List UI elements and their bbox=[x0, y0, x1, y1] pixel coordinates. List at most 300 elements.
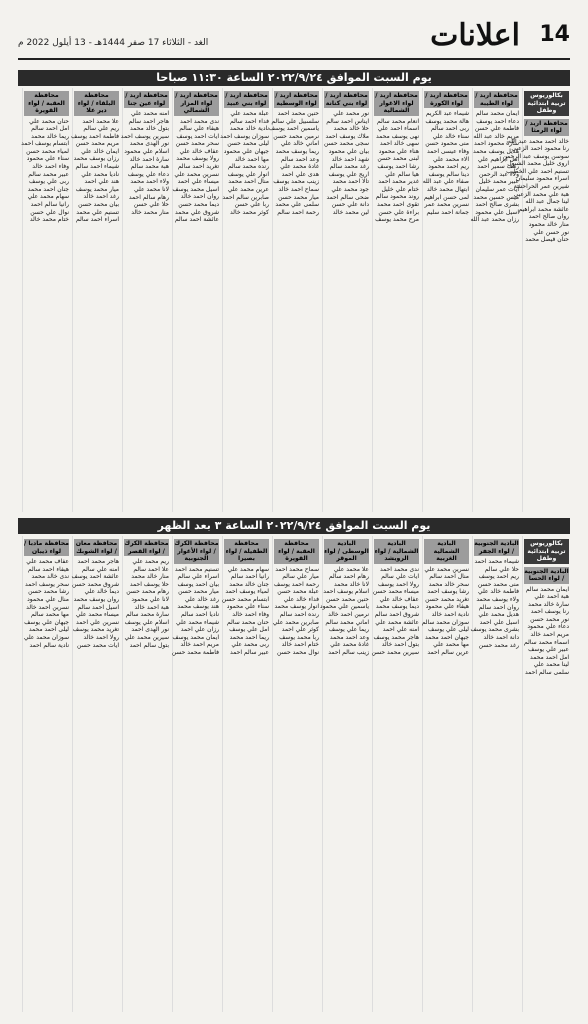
candidate-name: نور الهدى محمد bbox=[129, 140, 169, 148]
candidate-name: ايمان محمد يوسف bbox=[172, 633, 219, 641]
candidate-name: ايات علي سالم bbox=[381, 573, 419, 581]
candidate-name: رولا يوسف محمد bbox=[176, 155, 219, 163]
candidate-name: هديل يوسف محمد bbox=[472, 147, 519, 155]
candidate-name: شيرين عمر الحراحشة bbox=[513, 183, 569, 191]
candidate-name: كوثر محمد خالد bbox=[230, 208, 269, 216]
candidate-name: تقوى احمد محمد bbox=[376, 201, 419, 209]
candidate-name: اسراء احمد سالم bbox=[76, 216, 119, 224]
candidate-name: لين محمد خالد bbox=[332, 208, 369, 216]
candidate-name: ختام علي خليل bbox=[381, 185, 419, 193]
candidate-name: ايمان محمد سالم bbox=[525, 585, 569, 593]
candidate-name: بتول سالم احمد bbox=[129, 641, 169, 649]
district-heading: محافظة الكرك / لواء الأغوار الجنوبية bbox=[174, 540, 219, 562]
candidate-name: دانة احمد خالد bbox=[483, 633, 519, 641]
candidate-name: ريما علي يوسف bbox=[328, 626, 369, 634]
candidate-name: سلسبيل علي سالم bbox=[271, 117, 319, 125]
district-heading: محافظة اربد / لواء الوسطية bbox=[275, 92, 318, 107]
candidate-name: خالد احمد محمد عبد الله bbox=[507, 137, 569, 145]
candidate-name: عرين سالم احمد bbox=[427, 649, 469, 657]
candidate-name: ايات احمد يوسف bbox=[176, 132, 219, 140]
district-heading: محافظة اربد / لواء الرمثا bbox=[525, 119, 568, 134]
candidate-name: ايمان خالد علي bbox=[81, 147, 119, 155]
candidate-name: اسراء محمود سليمان bbox=[515, 175, 569, 183]
district-heading: محافظة العقبة / لواء القويرة bbox=[274, 539, 319, 564]
candidate-name: اسيل احمد سالم bbox=[77, 603, 119, 611]
candidate-name: حنين محمد احمد bbox=[277, 110, 319, 117]
candidate-name: ندى خالد محمد bbox=[31, 573, 69, 581]
candidate-name: سحر خالد محمد bbox=[428, 580, 469, 588]
candidate-name: امل علي يوسف bbox=[229, 626, 269, 634]
candidate-name: بيان علي محمود bbox=[328, 147, 369, 155]
candidate-name: هيا سالم علي bbox=[385, 170, 419, 178]
candidate-name: رغد احمد خالد bbox=[83, 193, 119, 201]
candidate-name: امل ابراهيم علي bbox=[477, 155, 519, 163]
candidate-name: جمانة احمد سليم bbox=[426, 208, 469, 216]
candidate-name: رنده احمد سالم bbox=[279, 611, 319, 619]
candidate-name: اسيل محمد يوسف bbox=[172, 185, 219, 193]
candidate-name: ميساء محمد حسن bbox=[372, 588, 419, 596]
candidate-name: ايمان محمد سالم bbox=[475, 110, 519, 117]
candidate-name: هيفاء احمد سالم bbox=[27, 565, 69, 573]
candidate-name: تسنيم محمد احمد bbox=[174, 565, 219, 573]
announcement-column bbox=[372, 88, 420, 512]
candidate-name: اماني خالد علي bbox=[280, 140, 319, 148]
candidate-name: حنان محمد سالم bbox=[227, 618, 269, 626]
candidate-name: مها محمد علي bbox=[433, 641, 469, 649]
candidate-name: رزان علي احمد bbox=[180, 626, 219, 634]
candidate-name: فداء خالد علي bbox=[283, 595, 319, 603]
candidate-name: عائشة احمد سالم bbox=[174, 216, 219, 224]
candidate-name: منى محمود حسن bbox=[425, 140, 469, 148]
candidate-name: ميار محمد حسن bbox=[178, 588, 219, 596]
candidate-name: عبير علي يوسف bbox=[528, 646, 569, 654]
candidate-name: ابتسام يوسف احمد bbox=[21, 140, 69, 148]
candidate-name: هناء علي محمود bbox=[378, 147, 419, 155]
candidate-name: آيات عمر سليمان bbox=[475, 185, 519, 193]
district-heading: محافظة اربد / لواء الاغوار الشمالية bbox=[375, 92, 418, 114]
candidate-name: ابتهال محمد خالد bbox=[426, 185, 469, 193]
candidate-name: نرمين محمد حسن bbox=[273, 132, 319, 140]
candidate-name: لانا علي محمود bbox=[131, 595, 169, 603]
candidate-name: رنا محمود احمد الزعبي bbox=[511, 145, 569, 153]
candidate-name: حنان فيصل محمد bbox=[525, 236, 569, 244]
announcement-column bbox=[222, 536, 270, 1012]
district-heading: البادية الجنوبية / لواء الجفر bbox=[474, 540, 519, 555]
candidate-name: عبير محمد خليل bbox=[478, 178, 519, 186]
candidate-name: نوال محمد حسن bbox=[277, 649, 319, 657]
candidate-name: هاجر احمد سالم bbox=[128, 117, 169, 125]
candidate-name: ريم علي سالم bbox=[83, 125, 119, 133]
candidate-name: عبير محمد سالم bbox=[28, 170, 69, 178]
candidate-name: ريما احمد محمد bbox=[229, 633, 269, 641]
dateline: الغد - الثلاثاء 17 صفر 1444هـ - 13 أيلول 2022 م bbox=[18, 38, 209, 48]
candidate-name: سهى خالد احمد bbox=[379, 140, 419, 148]
candidate-name: نسرين محمد علي bbox=[424, 565, 469, 573]
candidate-name: وفاء احمد خالد bbox=[32, 163, 69, 171]
candidate-name: سيرين محمد حسن bbox=[371, 649, 419, 657]
candidate-name: بشرى محمد يوسف bbox=[470, 626, 519, 634]
candidate-name: صابرين محمد علي bbox=[272, 618, 319, 626]
candidate-name: علا محمد علي bbox=[333, 565, 369, 573]
candidate-name: هند علي احمد bbox=[84, 178, 119, 186]
candidate-name: هاجر محمد يوسف bbox=[373, 633, 419, 641]
candidate-name: دعاء علي يوسف bbox=[127, 170, 169, 178]
candidate-name: تغريد محمد حسن bbox=[425, 595, 469, 603]
candidate-name: ريم احمد محمود bbox=[428, 163, 469, 171]
announcement-column bbox=[319, 536, 370, 1012]
district-heading: محافظة معان / لواء الشوبك bbox=[75, 540, 118, 555]
candidate-name: بيان محمد حسن bbox=[78, 201, 119, 209]
announcement-section-morning bbox=[18, 88, 570, 512]
candidate-name: ليلى علي يوسف bbox=[427, 626, 469, 634]
candidate-name: رغد خالد علي bbox=[184, 595, 219, 603]
candidate-name: ناديا احمد سالم bbox=[180, 611, 219, 619]
candidate-name: سجى محمد حسن bbox=[323, 140, 369, 148]
district-heading: بكالوريوس تربية ابتدائية وطفل bbox=[524, 539, 569, 564]
candidate-name: نسرين علي احمد bbox=[76, 618, 119, 626]
announcement-column bbox=[172, 88, 220, 512]
candidate-name: ريما يوسف محمد bbox=[275, 147, 319, 155]
candidate-name: هيفاء علي محمود bbox=[425, 603, 469, 611]
candidate-name: كوثر علي احمد bbox=[281, 626, 319, 634]
district-heading: البادية الجنوبية / لواء الحسا bbox=[524, 567, 569, 582]
candidate-name: ياسمين علي محمود bbox=[319, 603, 369, 611]
page-header bbox=[18, 20, 570, 60]
candidate-name: ندى محمد احمد bbox=[379, 565, 419, 573]
announcement-column bbox=[72, 88, 120, 512]
candidate-name: رانيا احمد سالم bbox=[230, 573, 269, 581]
candidate-name: اسماء محمد سالم bbox=[523, 638, 569, 646]
candidate-name: تسنيم احمد علي الخطيب bbox=[506, 167, 569, 175]
candidate-name: نادية خالد محمد bbox=[229, 125, 269, 133]
candidate-name: لينا جمال عبد الله bbox=[525, 198, 569, 206]
candidate-name: ندى محمد احمد bbox=[179, 117, 219, 125]
candidate-name: سناء علي محمود bbox=[226, 603, 269, 611]
candidate-name: انعام محمد سالم bbox=[377, 117, 419, 125]
candidate-name: رزان يوسف محمد bbox=[73, 155, 119, 163]
candidate-name: عبير سالم احمد bbox=[230, 649, 269, 657]
candidate-name: ربى محمد علي bbox=[231, 641, 269, 649]
announcement-section-afternoon bbox=[18, 536, 570, 1012]
district-heading: محافظة اربد / لواء الكورة bbox=[425, 92, 468, 107]
candidate-name: بيان احمد يوسف bbox=[177, 580, 219, 588]
candidate-name: وعد احمد سالم bbox=[280, 155, 319, 163]
candidate-name: حنين محمد حسن bbox=[325, 595, 369, 603]
candidate-name: رغد محمد سالم bbox=[329, 163, 369, 171]
candidate-name: شيماء محمد احمد bbox=[474, 558, 519, 565]
candidate-name: هبة محمد سالم bbox=[130, 163, 169, 171]
candidate-name: ياسمين احمد يوسف bbox=[268, 125, 319, 133]
candidate-name: لينا محمد علي bbox=[533, 661, 569, 669]
announcement-column bbox=[472, 536, 520, 1012]
candidate-name: نور الهدى احمد bbox=[131, 626, 169, 634]
candidate-name: ربا علي حسن bbox=[234, 201, 269, 209]
candidate-name: اسلام علي يوسف bbox=[124, 618, 169, 626]
candidate-name: رشا محمد حسن bbox=[28, 588, 69, 596]
candidate-name: فاطمة خالد علي bbox=[477, 588, 519, 596]
candidate-name: لمياء محمد حسن bbox=[26, 147, 69, 155]
candidate-name: جيهان احمد محمد bbox=[424, 633, 469, 641]
announcement-column bbox=[502, 88, 570, 512]
candidate-name: غدير محمد احمد bbox=[378, 178, 419, 186]
candidate-name: نهى يوسف محمد bbox=[376, 132, 419, 140]
candidate-name: روان يوسف محمد bbox=[73, 595, 119, 603]
candidate-name: اريج علي يوسف bbox=[328, 170, 369, 178]
candidate-name: انوار يوسف محمد bbox=[274, 603, 319, 611]
candidate-name: تالا احمد محمد bbox=[332, 178, 369, 186]
candidate-name: جود محمد علي bbox=[331, 185, 369, 193]
candidate-name: وفاء عيسى احمد bbox=[427, 147, 469, 155]
candidate-name: وعد احمد محمد bbox=[329, 633, 369, 641]
candidate-name: نور محمد حسن bbox=[530, 615, 569, 623]
candidate-name: مريم احمد خالد bbox=[530, 631, 569, 639]
candidate-name: رنده محمد سالم bbox=[227, 163, 269, 171]
announcement-column bbox=[422, 536, 470, 1012]
candidate-name: ليلى محمد حسن bbox=[227, 140, 269, 148]
candidate-name: انوار علي يوسف bbox=[227, 170, 269, 178]
candidate-name: هالة محمد يوسف bbox=[425, 117, 469, 125]
announcement-column bbox=[122, 88, 170, 512]
candidate-name: سلمى سالم احمد bbox=[525, 669, 569, 677]
candidate-name: ميساء محمد علي bbox=[75, 611, 119, 619]
district-heading: محافظة البلقاء / لواء دير علا bbox=[74, 91, 119, 116]
candidate-name: رهام محمد حسن bbox=[126, 588, 169, 596]
candidate-name: نور محمد علي bbox=[333, 110, 369, 117]
candidate-name: اسيل علي محمود bbox=[475, 208, 519, 216]
candidate-name: جنان خالد محمد bbox=[229, 580, 269, 588]
candidate-name: ميار محمد يوسف bbox=[75, 185, 119, 193]
candidate-name: مرح محمد يوسف bbox=[375, 216, 419, 224]
candidate-name: دعاء علي محمود bbox=[527, 623, 569, 631]
candidate-name: رولا احمد يوسف bbox=[377, 580, 419, 588]
candidate-name: عفاف خالد علي bbox=[179, 147, 219, 155]
candidate-name: سوسن يوسف عبد الرحمن bbox=[502, 152, 569, 160]
candidate-name: نسرين احمد خالد bbox=[26, 603, 69, 611]
candidate-name: عبلة محمد حسن bbox=[277, 588, 319, 596]
candidate-name: شهد احمد خالد bbox=[331, 155, 369, 163]
candidate-name: نسرين محمد عمر bbox=[424, 201, 469, 209]
candidate-name: ديما يوسف محمد bbox=[375, 603, 419, 611]
candidate-name: الاء محمد علي bbox=[433, 155, 469, 163]
candidate-name: ديما محمد حسن bbox=[178, 201, 219, 209]
candidate-name: لمياء يوسف احمد bbox=[225, 588, 269, 596]
candidate-name: هبة علي محمد الزعبي bbox=[513, 190, 569, 198]
candidate-name: صابرين سالم احمد bbox=[222, 193, 269, 201]
candidate-name: سوزان محمد سالم bbox=[421, 618, 469, 626]
candidate-name: سحر يوسف احمد bbox=[24, 580, 69, 588]
candidate-name: ايات محمد حسن bbox=[77, 641, 119, 649]
announcement-column bbox=[422, 88, 470, 512]
candidate-name: نادية سالم احمد bbox=[29, 641, 69, 649]
candidate-name: امنه محمد علي bbox=[131, 110, 169, 117]
candidate-name: ختام احمد خالد bbox=[281, 641, 319, 649]
candidate-name: اسماء احمد علي bbox=[377, 125, 419, 133]
candidate-name: هيفاء علي سالم bbox=[179, 125, 219, 133]
district-heading: البادية الشمالية الغربية bbox=[424, 539, 469, 564]
district-heading: محافظة الكرك / لواء القصر bbox=[124, 540, 169, 555]
candidate-name: غادة محمد علي bbox=[330, 641, 369, 649]
candidate-name: روند محمود سالم bbox=[375, 193, 419, 201]
candidate-name: شيماء احمد سالم bbox=[75, 163, 119, 171]
candidate-name: منال احمد سالم bbox=[429, 573, 469, 581]
candidate-name: رزان محمد عبد الله bbox=[470, 216, 519, 224]
district-heading: محافظة اربد / لواء الطيبة bbox=[475, 92, 518, 107]
candidate-name: سارة احمد خالد bbox=[129, 155, 169, 163]
candidate-name: امل احمد محمد bbox=[530, 653, 569, 661]
candidate-name: ناديا محمد علي bbox=[81, 170, 119, 178]
candidate-name: بتول احمد خالد bbox=[381, 641, 419, 649]
announcement-column bbox=[22, 536, 70, 1012]
candidate-name: ميس حسين محمد bbox=[473, 193, 519, 201]
candidate-name: هدى علي احمد bbox=[281, 170, 319, 178]
candidate-name: رشا يوسف احمد bbox=[427, 588, 469, 596]
candidate-name: غادة محمد علي bbox=[280, 163, 319, 171]
candidate-name: منال احمد محمد bbox=[228, 178, 269, 186]
candidate-name: سماح احمد خالد bbox=[278, 185, 319, 193]
candidate-name: فداء احمد سالم bbox=[230, 117, 269, 125]
candidate-name: سهام محمد علي bbox=[227, 565, 269, 573]
session-banner-afternoon: يوم السبت الموافق ٢٠٢٢/٩/٢٤ الساعة ٣ بعد الظهر bbox=[18, 518, 570, 534]
candidate-name: فاطمة محمد حسن bbox=[171, 649, 219, 657]
candidate-name: رشا احمد يوسف bbox=[377, 163, 419, 171]
candidate-name: رحمة احمد سالم bbox=[277, 208, 319, 216]
district-heading: بكالوريوس تربية ابتدائية وطفل bbox=[524, 91, 569, 116]
candidate-name: مريم خالد عبد الله bbox=[473, 132, 519, 140]
candidate-name: هديل محمد علي bbox=[478, 611, 519, 619]
candidate-name: تغريد محمد يوسف bbox=[72, 626, 119, 634]
announcement-column bbox=[272, 536, 320, 1012]
candidate-name: دينا سالم يوسف bbox=[428, 170, 469, 178]
candidate-name: عفاف خالد علي bbox=[379, 595, 419, 603]
candidate-name: هاجر محمد احمد bbox=[77, 558, 119, 565]
candidate-name: دعاء احمد يوسف bbox=[476, 117, 519, 125]
candidate-name: صفاء علي عبد الله bbox=[422, 178, 469, 186]
candidate-name: شروق احمد سالم bbox=[374, 611, 419, 619]
candidate-name: ختام محمد خالد bbox=[29, 216, 69, 224]
candidate-name: ربا محمد يوسف bbox=[279, 633, 319, 641]
candidate-name: ريم احمد يوسف bbox=[478, 573, 519, 581]
candidate-name: فاطمة علي حسن bbox=[474, 125, 519, 133]
candidate-name: سيرين محمد علي bbox=[124, 633, 169, 641]
candidate-name: اروى خليل محمد الشبول bbox=[507, 160, 569, 168]
candidate-name: ملاك يوسف احمد bbox=[325, 132, 369, 140]
announcement-column bbox=[172, 536, 220, 1012]
announcement-column bbox=[372, 536, 420, 1012]
candidate-name: منار محمد خالد bbox=[131, 208, 169, 216]
candidate-name: جيهان علي محمود bbox=[223, 147, 269, 155]
candidate-name: اسلام يوسف احمد bbox=[323, 588, 369, 596]
candidate-name: تغريد احمد سالم bbox=[177, 163, 219, 171]
candidate-name: رغد محمد حسن bbox=[478, 641, 519, 649]
candidate-name: رهام احمد سالم bbox=[328, 573, 369, 581]
candidate-name: منار خالد محمود bbox=[528, 221, 569, 229]
candidate-name: عائشة محمد ابراهيم bbox=[518, 205, 569, 213]
candidate-name: زينب سالم احمد bbox=[328, 649, 369, 657]
candidate-name: سوزان محمد علي bbox=[23, 633, 69, 641]
candidate-name: سناء خالد علي bbox=[432, 132, 469, 140]
candidate-name: ميار محمد حسن bbox=[278, 193, 319, 201]
candidate-name: ولاء احمد محمد bbox=[130, 178, 169, 186]
candidate-name: عبلة محمد علي bbox=[230, 110, 269, 117]
candidate-name: رنا يوسف احمد bbox=[530, 608, 569, 616]
candidate-name: سلمى علي محمد bbox=[275, 201, 319, 209]
candidate-name: رهام سالم احمد bbox=[128, 193, 169, 201]
announcement-column bbox=[268, 88, 320, 512]
candidate-name: اسلام علي محمود bbox=[124, 147, 169, 155]
candidate-name: امنه علي احمد bbox=[382, 626, 419, 634]
district-heading: محافظة اربد / لواء بني كنانة bbox=[325, 92, 368, 107]
candidate-name: حنان محمد علي bbox=[29, 117, 69, 125]
district-heading: محافظة اربد / لواء عين جنا bbox=[125, 92, 168, 107]
announcement-column bbox=[22, 88, 70, 512]
candidate-name: شيماء عبد الكريم bbox=[425, 110, 469, 117]
candidate-name: وفاء احمد خالد bbox=[232, 611, 269, 619]
candidate-name: سيرين يوسف احمد bbox=[120, 132, 169, 140]
candidate-name: جنان احمد محمد bbox=[27, 185, 69, 193]
candidate-name: حلا علي حسن bbox=[133, 201, 169, 209]
candidate-name: شروق محمد حسن bbox=[71, 580, 119, 588]
announcement-column bbox=[322, 88, 370, 512]
candidate-name: روان صالح احمد bbox=[528, 213, 569, 221]
candidate-name: سهام محمد علي bbox=[27, 193, 69, 201]
candidate-name: حلا علي سالم bbox=[484, 565, 519, 573]
candidate-name: بتول خالد محمد bbox=[130, 125, 169, 133]
candidate-name: عفاف محمد علي bbox=[26, 558, 69, 565]
candidate-name: براءة علي حسن bbox=[378, 208, 419, 216]
announcement-column bbox=[72, 536, 120, 1012]
candidate-name: لبنى محمد حسن bbox=[377, 155, 419, 163]
candidate-name: ضحى سالم احمد bbox=[326, 193, 369, 201]
candidate-name: روان احمد خالد bbox=[180, 193, 219, 201]
candidate-name: شروق علي محمد bbox=[175, 208, 219, 216]
candidate-name: عرين محمد علي bbox=[227, 185, 269, 193]
candidate-name: ابتسام محمد حسن bbox=[221, 595, 269, 603]
candidate-name: هند يوسف محمد bbox=[177, 603, 219, 611]
candidate-name: حلا يوسف احمد bbox=[129, 580, 169, 588]
district-heading: محافظة مادبا / لواء ذيبان bbox=[24, 540, 69, 555]
candidate-name: امنه علي سالم bbox=[82, 565, 119, 573]
candidate-name: سناء علي محمود bbox=[26, 155, 69, 163]
candidate-name: سارة محمد سالم bbox=[125, 611, 169, 619]
session-banner-morning: يوم السبت الموافق ٢٠٢٢/٩/٢٤ الساعة ١١:٣٠ صباحا bbox=[18, 70, 570, 86]
candidate-name: زينب محمد يوسف bbox=[273, 178, 319, 186]
candidate-name: هبة احمد علي bbox=[534, 593, 569, 601]
candidate-name: ميساء علي احمد bbox=[177, 178, 219, 186]
candidate-name: عائشة احمد يوسف bbox=[71, 573, 119, 581]
candidate-name: بشرى صالح احمد bbox=[475, 201, 519, 209]
candidate-name: ربى احمد سالم bbox=[430, 125, 469, 133]
candidate-name: ميار علي سالم bbox=[282, 573, 319, 581]
candidate-name: روان احمد سالم bbox=[478, 603, 519, 611]
candidate-name: ليلى احمد محمد bbox=[28, 626, 69, 634]
announcement-column bbox=[222, 88, 270, 512]
candidate-name: شيماء محمد علي bbox=[175, 618, 219, 626]
candidate-name: سوزان يوسف احمد bbox=[220, 132, 269, 140]
candidate-name: حلا خالد محمد bbox=[333, 125, 369, 133]
candidate-name: مريم محمد حسن bbox=[75, 140, 119, 148]
candidate-name: لمى حسن ابراهيم bbox=[423, 193, 469, 201]
candidate-name: اسراء علي سالم bbox=[177, 573, 219, 581]
district-heading: محافظة اربد / لواء بني عبيد bbox=[225, 92, 268, 107]
district-heading: البادية الشمالية / لواء الرويشد bbox=[374, 540, 419, 562]
candidate-name: ولاء يوسف محمد bbox=[476, 595, 519, 603]
candidate-name: عائشة محمد علي bbox=[375, 618, 419, 626]
candidate-name: نوال علي حسن bbox=[30, 208, 69, 216]
candidate-name: علا احمد سالم bbox=[133, 565, 169, 573]
candidate-name: منار خالد محمد bbox=[131, 573, 169, 581]
candidate-name: رحمة احمد يوسف bbox=[273, 580, 319, 588]
candidate-name: جيهان علي يوسف bbox=[24, 618, 69, 626]
